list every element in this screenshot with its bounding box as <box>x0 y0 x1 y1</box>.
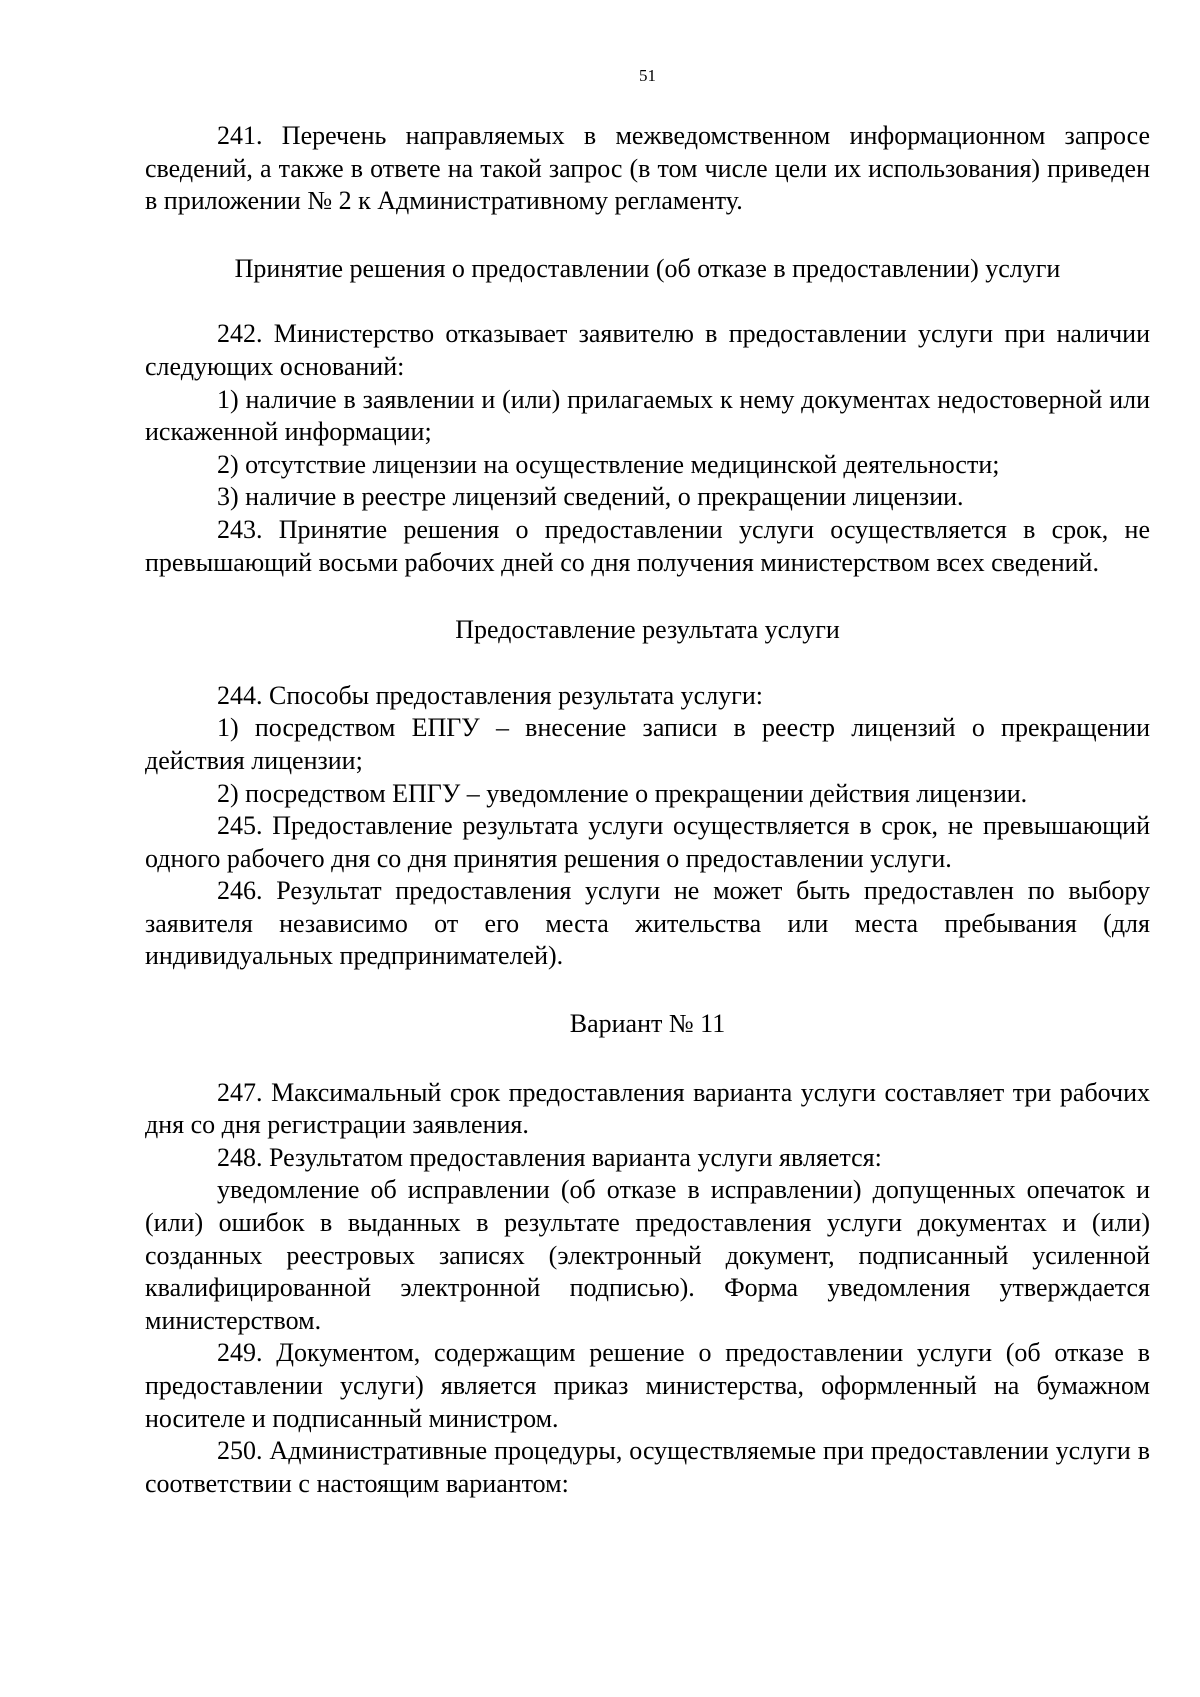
paragraph-241: 241. Перечень направляемых в межведомственном информационном запросе сведений, а также в ответе на такой запрос (в том числе цели их использования) приведен в приложении № 2 к Административному регламенту. <box>145 121 1150 216</box>
paragraph-242: 242. Министерство отказывает заявителю в предоставлении услуги при наличии следующих оснований: <box>145 319 1150 381</box>
paragraph-250: 250. Административные процедуры, осуществляемые при предоставлении услуги в соответствии с настоящим вариантом: <box>145 1436 1150 1498</box>
paragraph-244: 244. Способы предоставления результата услуги: <box>217 680 763 710</box>
paragraph-247: 247. Максимальный срок предоставления варианта услуги составляет три рабочих дня со дня регистрации заявления. <box>145 1077 1150 1140</box>
section-heading-variant: Вариант № 11 <box>569 1009 726 1039</box>
document-body <box>145 120 1150 1500</box>
paragraph-246: 246. Результат предоставления услуги не может быть предоставлен по выбору заявителя независимо от его места жительства или места пребывания (для индивидуальных предпринимателей). <box>145 876 1150 971</box>
paragraph-248: 248. Результатом предоставления варианта услуги является: <box>217 1142 882 1172</box>
paragraph-242-item-1: 1) наличие в заявлении и (или) прилагаемых к нему документах недостоверной или искаженной информации; <box>145 384 1150 447</box>
section-heading-result: Предоставление результата услуги <box>455 615 840 645</box>
paragraph-242-item-2: 2) отсутствие лицензии на осуществление медицинской деятельности; <box>217 449 1000 479</box>
paragraph-243: 243. Принятие решения о предоставлении услуги осуществляется в срок, не превышающий восьми рабочих дней со дня получения министерством всех сведений. <box>145 514 1150 577</box>
paragraph-245: 245. Предоставление результата услуги осуществляется в срок, не превышающий одного рабочего дня со дня принятия решения о предоставлении услуги. <box>145 811 1150 873</box>
paragraph-244-item-2: 2) посредством ЕПГУ – уведомление о прекращении действия лицензии. <box>217 778 1028 808</box>
paragraph-249: 249. Документом, содержащим решение о предоставлении услуги (об отказе в предоставлении услуги) является приказ министерства, оформленный на бумажном носителе и подписанный министром. <box>145 1338 1150 1433</box>
paragraph-248-item-1: уведомление об исправлении (об отказе в исправлении) допущенных опечаток и (или) ошибок в выданных в результате предоставления услуги документах и (или) созданных реестровых записях (электронный документ, подписанный усиленной квалифицированной электронной подписью). Форма уведомления утверждается министерством. <box>145 1175 1150 1335</box>
paragraph-242-item-3: 3) наличие в реестре лицензий сведений, о прекращении лицензии. <box>217 482 964 512</box>
paragraph-244-item-1: 1) посредством ЕПГУ – внесение записи в реестр лицензий о прекращении действия лицензии; <box>145 713 1150 775</box>
section-heading-decision: Принятие решения о предоставлении (об отказе в предоставлении) услуги <box>234 253 1061 283</box>
page-number: 51 <box>639 66 656 85</box>
